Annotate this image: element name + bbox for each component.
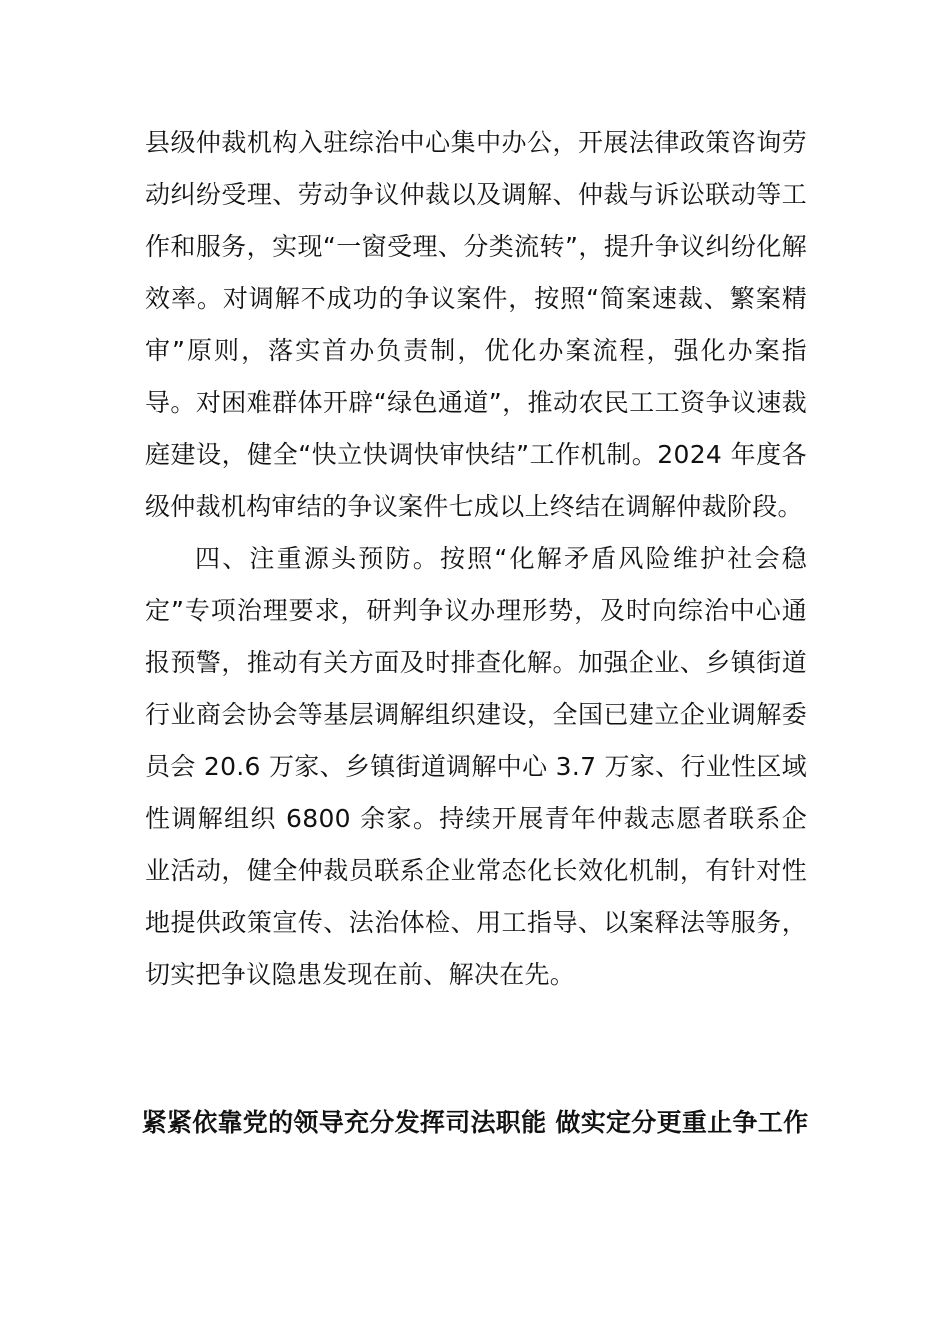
paragraph-1: 县级仲裁机构入驻综治中心集中办公，开展法律政策咨询劳动纠纷受理、劳动争议仲裁以及调解、仲裁与诉讼联动等工作和服务，实现“一窗受理、分类流转”，提升争议纠纷化解效率。对调解不成功的争议案件，按照“简案速裁、繁案精审”原则，落实首办负责制，优化办案流程，强化办案指导。对困难群体开辟“绿色通道”，推动农民工工资争议速裁庭建设，健全“快立快调快审快结”工作机制。2024 年度各级仲裁机构审结的争议案件七成以上终结在调解仲裁阶段。: [145, 128, 807, 521]
paragraph-2: 四、注重源头预防。按照“化解矛盾风险维护社会稳定”专项治理要求，研判争议办理形势，及时向综治中心通报预警，推动有关方面及时排查化解。加强企业、乡镇街道行业商会协会等基层调解组织建设，全国已建立企业调解委员会 20.6 万家、乡镇街道调解中心 3.7 万家、行业性区域性调解组织 6800 余家。持续开展青年仲裁志愿者联系企业活动，健全仲裁员联系企业常态化长效化机制，有针对性地提供政策宣传、法治体检、用工指导、以案释法等服务，切实把争议隐患发现在前、解决在先。: [145, 544, 807, 989]
document-body: [145, 117, 807, 1001]
section-heading: 紧紧依靠党的领导充分发挥司法职能 做实定分更重止争工作: [141, 1108, 809, 1137]
